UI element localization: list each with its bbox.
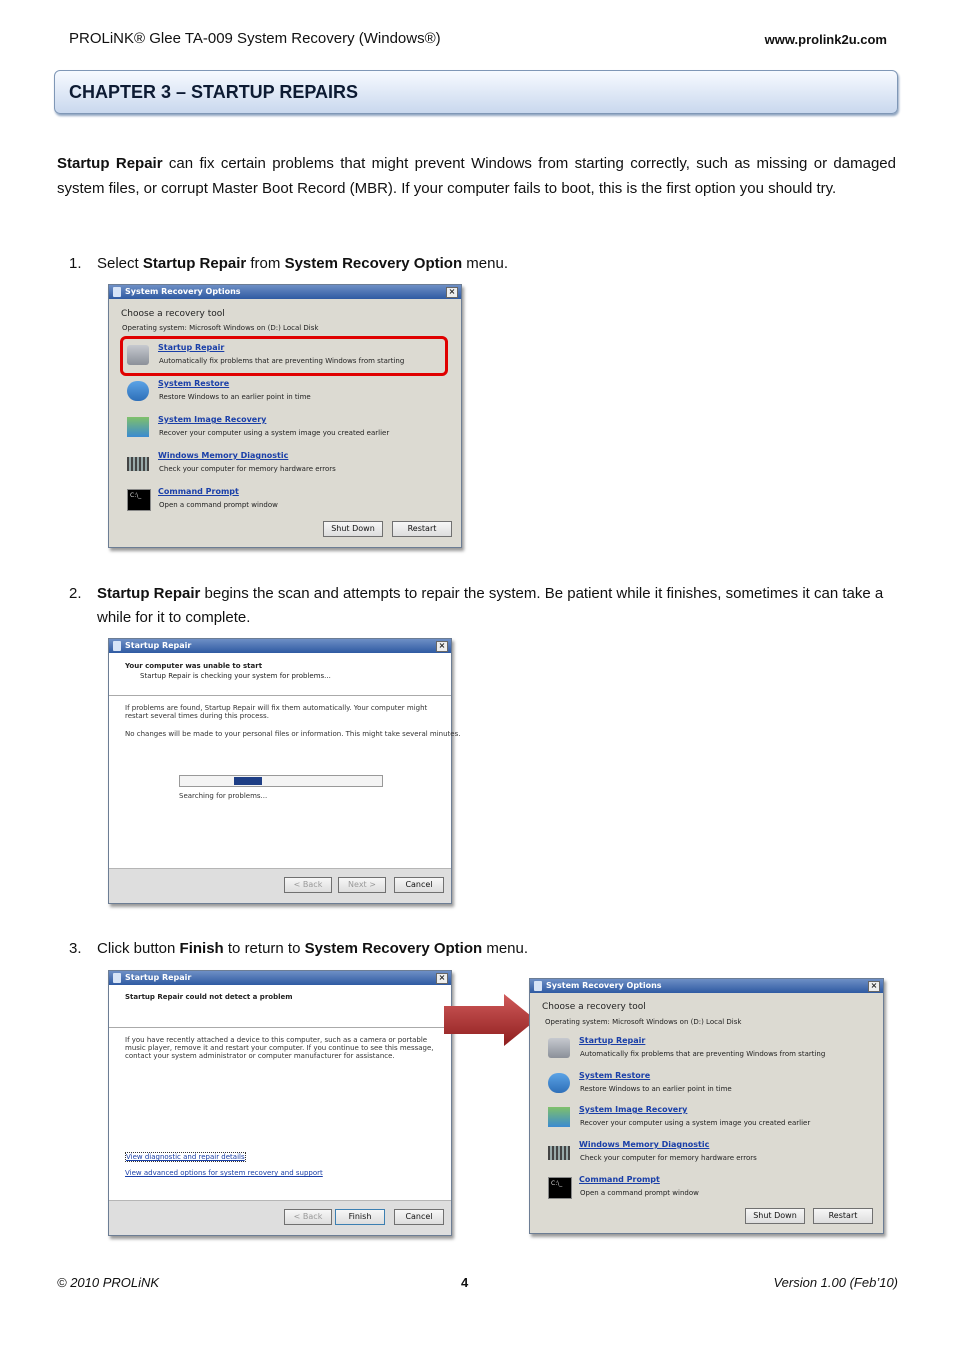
tool-description: Open a command prompt window [580, 1189, 699, 1197]
tool-description: Restore Windows to an earlier point in time [159, 393, 311, 401]
back-button[interactable]: < Back [284, 1209, 332, 1225]
tool-link[interactable]: Windows Memory Diagnostic [579, 1140, 710, 1149]
window-title: System Recovery Options [125, 287, 241, 296]
tool-system-image-recovery[interactable] [119, 415, 439, 445]
step-number: 1. [69, 255, 82, 272]
recovery-heading: Choose a recovery tool [542, 1002, 646, 1012]
tool-command-prompt[interactable] [119, 487, 439, 517]
window-body [109, 985, 451, 1235]
step-number: 3. [69, 940, 82, 957]
window-icon [113, 641, 121, 651]
tool-memory-diagnostic[interactable] [119, 451, 439, 481]
step-2 [69, 582, 897, 630]
cmd-icon [548, 1177, 572, 1199]
finish-button[interactable]: Finish [335, 1209, 385, 1225]
step-number: 2. [69, 585, 82, 602]
step-text: Select [97, 255, 143, 272]
step-text: to return to [223, 940, 305, 957]
header-area [109, 985, 451, 1028]
tool-link[interactable]: System Image Recovery [579, 1105, 688, 1114]
tool-description: Automatically fix problems that are preventing Windows from starting [159, 357, 405, 365]
footer-version: Version 1.00 (Feb’10) [773, 1275, 898, 1290]
close-icon[interactable]: × [436, 973, 448, 984]
page-number: 4 [461, 1275, 469, 1290]
step-bold: Finish [179, 940, 224, 957]
close-icon[interactable]: × [868, 981, 880, 992]
intro-bold: Startup Repair [57, 155, 163, 172]
button-bar [109, 1200, 451, 1235]
tool-link[interactable]: Startup Repair [579, 1036, 646, 1045]
shut-down-button[interactable]: Shut Down [323, 521, 383, 537]
window-icon [113, 973, 121, 983]
intro-paragraph [57, 152, 896, 201]
memory-icon [127, 457, 149, 471]
tool-description: Automatically fix problems that are preventing Windows from starting [580, 1050, 826, 1058]
window-body [530, 993, 883, 1233]
step-bold: Startup Repair [142, 255, 247, 272]
chapter-banner [54, 70, 898, 114]
window-icon [113, 287, 121, 297]
scan-heading: Your computer was unable to start [125, 662, 263, 670]
tool-memory-diagnostic[interactable] [540, 1140, 860, 1170]
startup-repair-finish-window [108, 970, 452, 1236]
step-text: menu. [462, 255, 508, 272]
tool-description: Check your computer for memory hardware errors [159, 465, 336, 473]
window-titlebar [109, 971, 451, 985]
step-bold: Startup Repair [97, 585, 201, 602]
scan-status: Searching for problems... [179, 792, 268, 800]
step-bold: System Recovery Option [284, 255, 463, 272]
tool-link[interactable]: Windows Memory Diagnostic [158, 451, 289, 460]
os-label: Operating system: Microsoft Windows on (D:) Local Disk [545, 1018, 742, 1026]
diagnostic-details-link[interactable]: View diagnostic and repair details [126, 1153, 245, 1161]
step-3 [69, 937, 897, 961]
cmd-icon [127, 489, 151, 511]
cancel-button[interactable]: Cancel [394, 1209, 444, 1225]
button-bar [109, 868, 451, 903]
chapter-title: CHAPTER 3 – STARTUP REPAIRS [69, 82, 359, 102]
restore-icon [548, 1073, 570, 1093]
window-title: System Recovery Options [546, 981, 662, 990]
cancel-button[interactable]: Cancel [394, 877, 444, 893]
restart-button[interactable]: Restart [813, 1208, 873, 1224]
window-title: Startup Repair [125, 973, 192, 982]
finish-paragraph: If you have recently attached a device to this computer, such as a camera or portable music player, remove it and restart your computer. If you continue to see this message, contact your system administrator or computer manufacturer for assistance. [125, 1036, 434, 1060]
os-label: Operating system: Microsoft Windows on (D:) Local Disk [122, 324, 319, 332]
progress-bar [179, 775, 383, 787]
window-body [109, 653, 461, 903]
image-recovery-icon [548, 1107, 570, 1127]
back-button[interactable]: < Back [284, 877, 332, 893]
tool-command-prompt[interactable] [540, 1175, 860, 1205]
restore-icon [127, 381, 149, 401]
finish-heading: Startup Repair could not detect a problem [125, 993, 293, 1001]
tool-description: Recover your computer using a system image you created earlier [580, 1119, 811, 1127]
intro-text: can fix certain problems that might prevent Windows from starting correctly, such as missing or damaged system files, or corrupt Master Boot Record (MBR). If your computer fails to boot, this is the first option you should try. [57, 155, 896, 197]
tool-startup-repair[interactable] [540, 1036, 860, 1066]
tool-link[interactable]: Command Prompt [158, 487, 239, 496]
advanced-options-link[interactable]: View advanced options for system recovery and support [125, 1169, 323, 1177]
tool-description: Restore Windows to an earlier point in time [580, 1085, 732, 1093]
window-icon [534, 981, 542, 991]
scan-paragraph-2: No changes will be made to your personal files or information. This might take several minutes. [125, 730, 461, 738]
document-header-title: PROLiNK® Glee TA-009 System Recovery (Windows®) [69, 30, 441, 47]
header-area [109, 653, 451, 696]
window-title: Startup Repair [125, 641, 192, 650]
next-button[interactable]: Next > [338, 877, 386, 893]
tool-link[interactable]: System Image Recovery [158, 415, 267, 424]
footer-copyright: © 2010 PROLiNK [57, 1275, 160, 1290]
step-text: menu. [482, 940, 529, 957]
scan-paragraph-1: If problems are found, Startup Repair will fix them automatically. Your computer might restart several times during this process. [125, 704, 428, 720]
step-text: begins the scan and attempts to repair the system. Be patient while it finishes, sometimes it can take a while for it to complete. [97, 585, 884, 626]
memory-icon [548, 1146, 570, 1160]
repair-icon [548, 1038, 570, 1058]
tool-system-image-recovery[interactable] [540, 1105, 860, 1135]
recovery-heading: Choose a recovery tool [121, 309, 225, 319]
tool-system-restore[interactable] [119, 379, 439, 409]
highlight-box [120, 336, 448, 376]
arrow-right-icon [444, 994, 536, 1046]
window-titlebar [530, 979, 883, 993]
tool-system-restore[interactable] [540, 1071, 860, 1101]
image-recovery-icon [127, 417, 149, 437]
close-icon[interactable]: × [436, 641, 448, 652]
website-url: www.prolink2u.com [764, 32, 887, 47]
step-text: from [246, 255, 285, 272]
system-recovery-window [108, 284, 462, 548]
close-icon[interactable]: × [446, 287, 458, 298]
window-titlebar [109, 639, 451, 653]
step-text: Click button [97, 940, 180, 957]
progress-fill [234, 777, 262, 785]
tool-link[interactable]: System Restore [158, 379, 230, 388]
tool-description: Check your computer for memory hardware errors [580, 1154, 757, 1162]
restart-button[interactable]: Restart [392, 521, 452, 537]
system-recovery-window-return [529, 978, 884, 1234]
tool-description: Open a command prompt window [159, 501, 278, 509]
window-titlebar [109, 285, 461, 299]
tool-link[interactable]: Startup Repair [158, 343, 225, 352]
startup-repair-scan-window [108, 638, 461, 904]
step-1 [69, 252, 897, 276]
shut-down-button[interactable]: Shut Down [745, 1208, 805, 1224]
tool-link[interactable]: System Restore [579, 1071, 651, 1080]
step-bold: System Recovery Option [304, 940, 483, 957]
tool-link[interactable]: Command Prompt [579, 1175, 660, 1184]
scan-subheading: Startup Repair is checking your system for problems... [140, 672, 331, 680]
tool-description: Recover your computer using a system image you created earlier [159, 429, 390, 437]
